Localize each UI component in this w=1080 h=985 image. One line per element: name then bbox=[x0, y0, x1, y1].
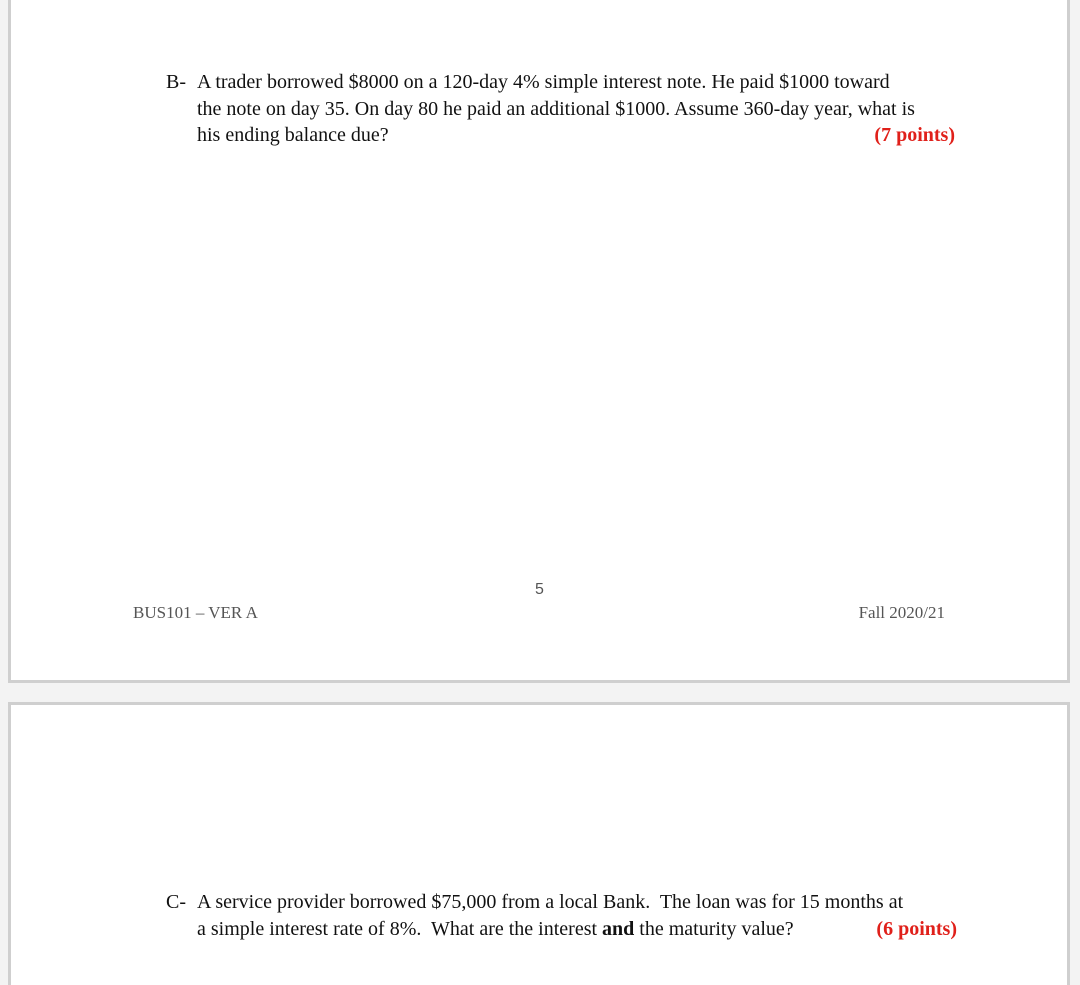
points-label: (6 points) bbox=[876, 917, 957, 940]
question-line: his ending balance due? bbox=[197, 124, 389, 146]
question-text bbox=[197, 889, 903, 942]
question-letter: B- bbox=[166, 71, 186, 93]
page-number: 5 bbox=[535, 581, 544, 598]
footer-term: Fall 2020/21 bbox=[858, 603, 945, 622]
question-letter: C- bbox=[166, 891, 186, 913]
question-line: A trader borrowed $8000 on a 120-day 4% simple interest note. He paid $1000 toward bbox=[197, 71, 890, 93]
points-label: (7 points) bbox=[874, 124, 955, 146]
question-text-segment: a simple interest rate of 8%. What are the interest bbox=[197, 917, 603, 940]
question-b bbox=[166, 69, 966, 159]
emphasis-and: and bbox=[602, 917, 635, 940]
question-text bbox=[197, 69, 915, 149]
question-line: A service provider borrowed $75,000 from a local Bank. The loan was for 15 months at bbox=[197, 891, 904, 913]
question-c bbox=[166, 889, 966, 949]
document-page bbox=[8, 702, 1070, 985]
document-page bbox=[8, 0, 1070, 683]
question-line bbox=[197, 916, 903, 943]
question-text-segment: the maturity value? bbox=[634, 917, 794, 940]
question-line: the note on day 35. On day 80 he paid an additional $1000. Assume 360-day year, what is bbox=[197, 97, 915, 120]
footer-course: BUS101 – VER A bbox=[133, 603, 258, 622]
